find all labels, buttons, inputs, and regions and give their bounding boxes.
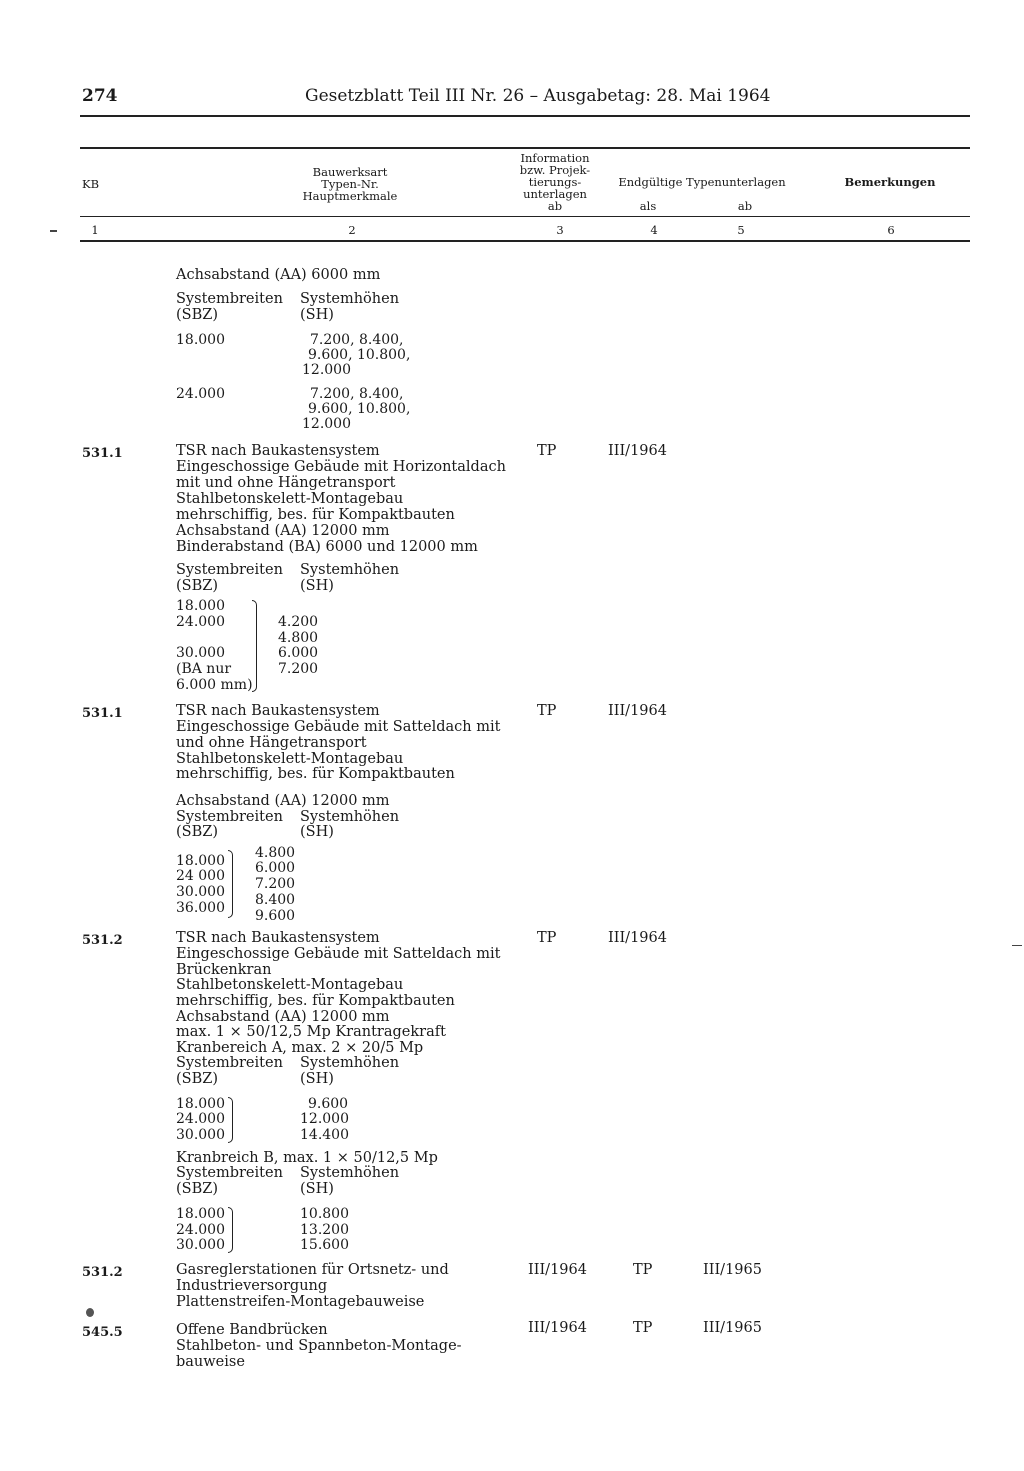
systemhoehen-label: Systemhöhen [300, 562, 400, 578]
systembreite-value: 18.000 [176, 1206, 225, 1222]
col-number: 1 [91, 223, 99, 237]
header-rule [80, 115, 970, 117]
sbz-label: (SBZ) [176, 578, 218, 594]
col-information-header [505, 152, 605, 212]
information-value: TP [537, 930, 557, 946]
description-line: Brückenkran [176, 962, 272, 978]
grouping-brace [228, 1207, 233, 1253]
col-information-line: Information [520, 151, 590, 165]
grouping-brace [228, 850, 233, 918]
systembreite-value: 24.000 [176, 1111, 225, 1127]
systemhoehe-value: 9.600 [255, 908, 296, 924]
description-line: Binderabstand (BA) 6000 und 12000 mm [176, 539, 478, 555]
systemhoehe-value: 12.000 [302, 362, 351, 378]
description-line: mehrschiffig, bes. für Kompaktbauten [176, 507, 455, 523]
col-number: 2 [348, 223, 356, 237]
table-header-rule [80, 216, 970, 217]
systembreite-value: 36.000 [176, 900, 225, 916]
sh-label: (SH) [300, 824, 334, 840]
description-line: Eingeschossige Gebäude mit Horizontaldach [176, 459, 506, 475]
sbz-label: (SBZ) [176, 824, 218, 840]
systembreite-value: 30.000 [176, 1237, 225, 1253]
information-value: TP [537, 703, 557, 719]
systemhoehen-label: Systemhöhen [300, 809, 400, 825]
systemhoehe-value: 15.600 [300, 1237, 349, 1253]
description-line: Eingeschossige Gebäude mit Satteldach mit [176, 719, 501, 735]
systemhoehen-label: Systemhöhen [300, 291, 400, 307]
sh-label: (SH) [300, 1071, 334, 1087]
col-kb-header: KB [82, 177, 100, 191]
systemhoehe-value: 9.600 [308, 1096, 349, 1112]
description-line: TSR nach Baukastensystem [176, 703, 380, 719]
col-endgueltige-header: Endgültige Typenunterlagen [618, 175, 786, 189]
systemhoehe-value: 7.200 [255, 876, 296, 892]
description-line: Stahlbetonskelett-Montagebau [176, 751, 404, 767]
systemhoehe-value: 9.600, 10.800, [308, 401, 411, 417]
col-number: 6 [887, 223, 895, 237]
typenunterlagen-ab: III/1965 [703, 1262, 762, 1278]
systemhoehe-value: 6.000 [278, 645, 319, 661]
page-number: 274 [82, 86, 118, 106]
kb-number: 531.1 [82, 706, 123, 721]
systembreiten-label: Systembreiten [176, 1165, 283, 1181]
col-information-line: ab [547, 199, 563, 213]
col-information-line: unterlagen [523, 187, 587, 201]
description-line: Kranbereich A, max. 2 ⨯ 20/5 Mp [176, 1040, 424, 1056]
col-ab-header: ab [737, 199, 753, 213]
achsabstand: Achsabstand (AA) 12000 mm [176, 793, 390, 809]
col-bauwerksart-line: Bauwerksart [312, 165, 388, 179]
systembreite-value: 24.000 [176, 1222, 225, 1238]
systemhoehe-value: 12.000 [302, 416, 351, 432]
col-bauwerksart-line: Hauptmerkmale [302, 189, 398, 203]
sh-label: (SH) [300, 1181, 334, 1197]
kranbereich-b: Kranbreich B, max. 1 ⨯ 50/12,5 Mp [176, 1150, 438, 1166]
col-information-line: bzw. Projek- [519, 163, 591, 177]
achsabstand: Achsabstand (AA) 6000 mm [176, 267, 381, 283]
description-line: Stahlbetonskelett-Montagebau [176, 977, 404, 993]
systemhoehen-label: Systemhöhen [300, 1055, 400, 1071]
systemhoehe-value: 9.600, 10.800, [308, 347, 411, 363]
systembreite-value: 18.000 [176, 332, 225, 348]
typenunterlagen-als: III/1964 [608, 443, 667, 459]
grouping-brace [228, 1097, 233, 1143]
systemhoehe-value: 7.200, 8.400, [310, 332, 404, 348]
description-line: TSR nach Baukastensystem [176, 930, 380, 946]
systembreiten-label: Systembreiten [176, 809, 283, 825]
systemhoehe-value: 10.800 [300, 1206, 349, 1222]
kb-number: 531.2 [82, 933, 123, 948]
typenunterlagen-als: III/1964 [608, 930, 667, 946]
systemhoehe-value: 8.400 [255, 892, 296, 908]
systembreiten-label: Systembreiten [176, 291, 283, 307]
systemhoehe-value: 7.200, 8.400, [310, 386, 404, 402]
systembreite-value: 30.000 [176, 645, 225, 661]
kb-number: 545.5 [82, 1325, 123, 1340]
page-title: Gesetzblatt Teil III Nr. 26 – Ausgabetag: 28. Mai 1964 [305, 86, 771, 106]
sbz-label: (SBZ) [176, 1071, 218, 1087]
table-number-rule [80, 240, 970, 242]
systemhoehe-value: 12.000 [300, 1111, 349, 1127]
description-line: Stahlbetonskelett-Montagebau [176, 491, 404, 507]
systembreite-value: 30.000 [176, 1127, 225, 1143]
systembreite-value: 18.000 [176, 853, 225, 869]
systembreite-value: 18.000 [176, 1096, 225, 1112]
col-information-line: tierungs- [528, 175, 582, 189]
systembreite-value: 18.000 [176, 598, 225, 614]
systemhoehe-value: 4.800 [255, 845, 296, 861]
description-line: mehrschiffig, bes. für Kompaktbauten [176, 766, 455, 782]
col-bemerkungen-header: Bemerkungen [844, 175, 936, 189]
col-bauwerksart-header [280, 166, 420, 202]
sh-label: (SH) [300, 578, 334, 594]
col-number: 5 [737, 223, 745, 237]
systemhoehen-label: Systemhöhen [300, 1165, 400, 1181]
scan-speck [86, 1308, 94, 1317]
kb-number: 531.2 [82, 1265, 123, 1280]
systembreite-value: (BA nur [176, 661, 232, 677]
systemhoehe-value: 6.000 [255, 860, 296, 876]
description-line: Achsabstand (AA) 12000 mm [176, 1009, 390, 1025]
systemhoehe-value: 14.400 [300, 1127, 349, 1143]
systembreiten-label: Systembreiten [176, 1055, 283, 1071]
description-line: Eingeschossige Gebäude mit Satteldach mit [176, 946, 501, 962]
typenunterlagen-ab: III/1965 [703, 1320, 762, 1336]
col-bauwerksart-line: Typen-Nr. [321, 177, 379, 191]
description-line: Gasreglerstationen für Ortsnetz- und [176, 1262, 449, 1278]
col-number: 3 [556, 223, 564, 237]
description-line: TSR nach Baukastensystem [176, 443, 380, 459]
description-line: und ohne Hängetransport [176, 735, 367, 751]
description-line: Stahlbeton- und Spannbeton-Montage- [176, 1338, 462, 1354]
description-line: Plattenstreifen-Montagebauweise [176, 1294, 425, 1310]
typenunterlagen-als: TP [633, 1262, 653, 1278]
grouping-brace [252, 600, 257, 692]
scan-speck [1012, 945, 1022, 946]
typenunterlagen-als: III/1964 [608, 703, 667, 719]
description-line: Offene Bandbrücken [176, 1322, 328, 1338]
systembreite-value: 24.000 [176, 614, 225, 630]
description-line: Industrieversorgung [176, 1278, 328, 1294]
scan-speck [50, 230, 57, 232]
description-line: max. 1 ⨯ 50/12,5 Mp Krantragekraft [176, 1024, 446, 1040]
systembreite-value: 30.000 [176, 884, 225, 900]
systemhoehe-value: 4.800 [278, 630, 319, 646]
systemhoehe-value: 13.200 [300, 1222, 349, 1238]
systembreite-value: 24.000 [176, 386, 225, 402]
systembreite-value: 6.000 mm) [176, 677, 253, 693]
kb-number: 531.1 [82, 446, 123, 461]
typenunterlagen-als: TP [633, 1320, 653, 1336]
systemhoehe-value: 7.200 [278, 661, 319, 677]
description-line: Achsabstand (AA) 12000 mm [176, 523, 390, 539]
information-value: TP [537, 443, 557, 459]
col-number: 4 [650, 223, 658, 237]
sbz-label: (SBZ) [176, 1181, 218, 1197]
description-line: mehrschiffig, bes. für Kompaktbauten [176, 993, 455, 1009]
description-line: bauweise [176, 1354, 245, 1370]
description-line: mit und ohne Hängetransport [176, 475, 396, 491]
table-top-rule [80, 147, 970, 149]
sh-label: (SH) [300, 307, 334, 323]
systembreite-value: 24 000 [176, 868, 225, 884]
col-als-header: als [639, 199, 657, 213]
systembreiten-label: Systembreiten [176, 562, 283, 578]
information-value: III/1964 [528, 1320, 587, 1336]
sbz-label: (SBZ) [176, 307, 218, 323]
systemhoehe-value: 4.200 [278, 614, 319, 630]
information-value: III/1964 [528, 1262, 587, 1278]
